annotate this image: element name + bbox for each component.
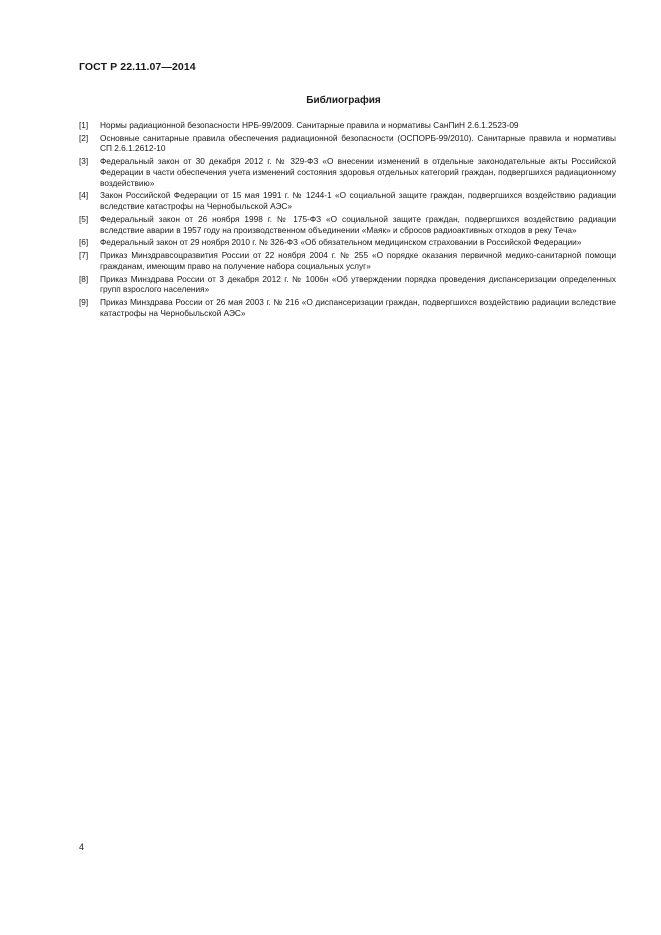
- bibliography-item-number: [1]: [79, 120, 89, 130]
- bibliography-item: [79, 250, 616, 271]
- bibliography-item: [79, 297, 616, 318]
- bibliography-item-text: Федеральный закон от 26 ноября 1998 г. № 175-ФЗ «О социальной защите граждан, подвергшихся воздействию радиации вследствие аварии в 1957 году на производственном объединении «Маяк» и сбросов радиоактивных отходов в реку Теча»: [100, 213, 616, 235]
- bibliography-item-number: [6]: [79, 237, 89, 248]
- bibliography-item-text: Федеральный закон от 30 декабря 2012 г. № 329-ФЗ «О внесении изменений в отдельные законодательные акты Российской Федерации в части обеспечения учета изменений состояния здоровья отдельных категорий граждан, подвергшихся радиационному воздействию»: [100, 156, 616, 188]
- bibliography-item-number: [3]: [79, 156, 89, 167]
- bibliography-list: [79, 120, 616, 321]
- bibliography-item: [79, 156, 616, 188]
- bibliography-item-number: [9]: [79, 297, 89, 308]
- bibliography-item: [79, 190, 616, 211]
- page-number: 4: [79, 842, 85, 852]
- bibliography-title: Библиография: [306, 95, 381, 106]
- bibliography-item-text: Закон Российской Федерации от 15 мая 1991 г. № 1244-1 «О социальной защите граждан, подвергшихся воздействию радиации вследствие катастрофы на Чернобыльской АЭС»: [100, 190, 616, 212]
- bibliography-item-text: Федеральный закон от 29 ноября 2010 г. № 326-ФЗ «Об обязательном медицинском страховании в Российской Федерации»: [100, 237, 582, 248]
- bibliography-item: [79, 133, 616, 154]
- bibliography-item-text: Приказ Минздравсоцразвития России от 22 ноября 2004 г. № 255 «О порядке оказания первичной медико-санитарной помощи гражданам, имеющим право на получение набора социальных услуг»: [100, 250, 616, 271]
- bibliography-item-number: [4]: [79, 190, 89, 201]
- document-code: ГОСТ Р 22.11.07—2014: [79, 61, 196, 73]
- bibliography-item-text: Основные санитарные правила обеспечения радиационной безопасности (ОСПОРБ-99/2010). Санитарные правила и нормативы СП 2.6.1.2612-10: [100, 132, 616, 154]
- bibliography-item: [79, 214, 616, 235]
- bibliography-item: [79, 274, 616, 295]
- bibliography-item-text: Нормы радиационной безопасности НРБ-99/2009. Санитарные правила и нормативы СанПиН 2.6.1.2523-09: [100, 120, 519, 130]
- bibliography-item: [79, 237, 616, 248]
- bibliography-item-number: [7]: [79, 250, 89, 261]
- bibliography-item-number: [2]: [79, 132, 89, 143]
- bibliography-item-number: [8]: [79, 273, 89, 284]
- bibliography-item-text: Приказ Минздрава России от 26 мая 2003 г. № 216 «О диспансеризации граждан, подвергшихся воздействию радиации вследствие катастрофы на Чернобыльской АЭС»: [100, 297, 616, 318]
- bibliography-item-number: [5]: [79, 213, 89, 224]
- bibliography-item: [79, 120, 616, 131]
- bibliography-item-text: Приказ Минздрава России от 3 декабря 2012 г. № 1006н «Об утверждении порядка проведения диспансеризации определенных групп взрослого населения»: [100, 273, 616, 295]
